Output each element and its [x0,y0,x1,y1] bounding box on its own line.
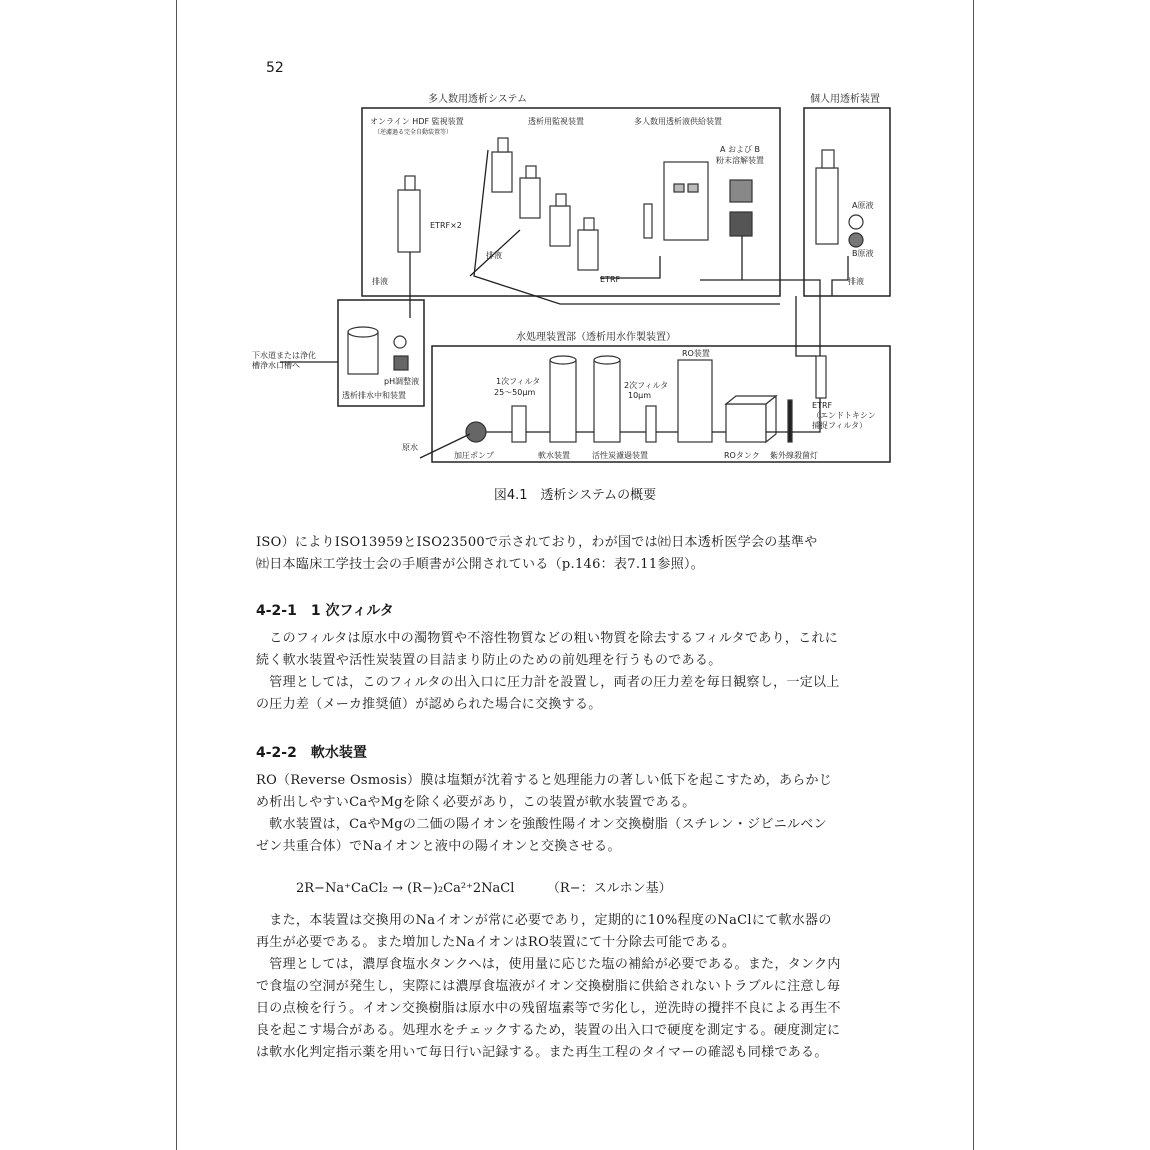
svg-text:加圧ポンプ: 加圧ポンプ [454,451,494,460]
multi-system-box [362,108,780,296]
svg-text:10μm: 10μm [628,391,652,400]
svg-text:下水道または浄化: 下水道または浄化 [252,351,316,360]
text-line: 良を起こす場合がある。処理水をチェックするため，装置の出入口で硬度を測定する。硬度測定に [256,1023,841,1038]
svg-text:透析用監視装置: 透析用監視装置 [528,117,584,126]
svg-text:（逆濾過る完全自動装置等）: （逆濾過る完全自動装置等） [374,129,453,136]
text-line: 再生が必要である。また増加したNaイオンはRO装置にて十分除去可能である。 [256,935,736,950]
svg-text:捕捉フィルタ）: 捕捉フィルタ） [812,421,868,430]
svg-text:オンライン HDF 監視装置: オンライン HDF 監視装置 [370,117,464,126]
svg-text:紫外線殺菌灯: 紫外線殺菌灯 [770,451,818,460]
svg-text:活性炭濾過装置: 活性炭濾過装置 [592,451,648,460]
svg-text:ROタンク: ROタンク [724,451,760,460]
intro-paragraph [256,532,896,576]
svg-text:25〜50μm: 25〜50μm [494,388,536,397]
svg-text:透析排水中和装置: 透析排水中和装置 [342,391,406,400]
svg-text:軟水装置: 軟水装置 [538,451,570,460]
text-line: このフィルタは原水中の濁物質や不溶性物質などの粗い物質を除去するフィルタであり，これに [256,631,839,646]
svg-text:排液: 排液 [486,251,502,260]
svg-text:ETRF×2: ETRF×2 [430,221,462,230]
text-line: め析出しやすいCaやMgを除く必要があり，この装置が軟水装置である。 [256,795,696,810]
svg-text:原水: 原水 [402,443,418,452]
svg-text:排液: 排液 [372,277,388,286]
svg-text:pH調整液: pH調整液 [384,377,420,386]
dialysis-system-diagram [0,0,1150,480]
section-heading: 4-2-1 1 次フィルタ [256,603,394,619]
figure-caption: 図4.1 透析システムの概要 [493,488,657,503]
svg-text:水処理装置部（透析用水作製装置）: 水処理装置部（透析用水作製装置） [516,332,676,343]
section-body [256,770,896,858]
text-line: ㈳日本臨床工学技士会の手順書が公開されている（p.146：表7.11参照）。 [256,557,705,572]
closing-body [256,910,896,1064]
svg-text:2次フィルタ: 2次フィルタ [624,381,669,390]
text-line: 続く軟水装置や活性炭装置の目詰まり防止のための前処理を行うものである。 [256,653,722,668]
svg-text:個人用透析装置: 個人用透析装置 [810,94,880,105]
text-line: 管理としては，濃厚食塩水タンクへは，使用量に応じた塩の補給が必要である。また，タンク内 [256,957,841,972]
text-line: は軟水化判定指示薬を用いて毎日行い記録する。また再生工程のタイマーの確認も同様である。 [256,1045,828,1060]
svg-text:ETRF: ETRF [812,401,833,410]
svg-text:排液: 排液 [848,277,864,286]
svg-text:槽浄水口槽へ: 槽浄水口槽へ [252,361,300,370]
svg-text:粉末溶解装置: 粉末溶解装置 [716,156,764,165]
text-line: 管理としては，このフィルタの出入口に圧力計を設置し，両者の圧力差を毎日観察し，一定以上 [256,675,840,690]
text-line: RO（Reverse Osmosis）膜は塩類が沈着すると処理能力の著しい低下を起こすため，あらかじ [256,773,833,788]
text-line: 軟水装置は，CaやMgの二価の陽イオンを強酸性陽イオン交換樹脂（スチレン・ジビニルベン [256,817,827,832]
svg-text:RO装置: RO装置 [682,349,710,358]
svg-text:A および B: A および B [720,145,761,154]
page-number: 52 [266,60,284,76]
svg-text:多人数用透析システム: 多人数用透析システム [428,94,527,105]
svg-text:1次フィルタ: 1次フィルタ [496,377,541,386]
section-heading: 4-2-2 軟水装置 [256,745,367,761]
section-body [256,628,896,716]
chemical-formula: 2R−Na⁺CaCl₂ → (R−)₂Ca²⁺2NaCl （R−：スルホン基） [296,881,672,896]
svg-text:ETRF: ETRF [600,275,621,284]
text-line: 日の点検を行う。イオン交換樹脂は原水中の残留塩素等で劣化し，逆洗時の攪拌不良による再生不 [256,1001,841,1016]
text-line: ISO）によりISO13959とISO23500で示されており，わが国では㈳日本透析医学会の基準や [256,535,818,550]
svg-text:A原液: A原液 [852,201,874,210]
text-line: の圧力差（メーカ推奨値）が認められた場合に交換する。 [256,697,602,712]
text-line: また，本装置は交換用のNaイオンが常に必要であり，定期的に10%程度のNaClにて軟水器の [256,913,832,928]
text-line: で食塩の空洞が発生し，実際には濃厚食塩液がイオン交換樹脂に供給されないトラブルに注意し毎 [256,979,841,994]
svg-text:（エンドトキシン: （エンドトキシン [812,411,876,420]
svg-text:多人数用透析液供給装置: 多人数用透析液供給装置 [634,117,722,126]
svg-text:B原液: B原液 [852,249,874,258]
text-line: ゼン共重合体）でNaイオンと液中の陽イオンと交換させる。 [256,839,621,854]
